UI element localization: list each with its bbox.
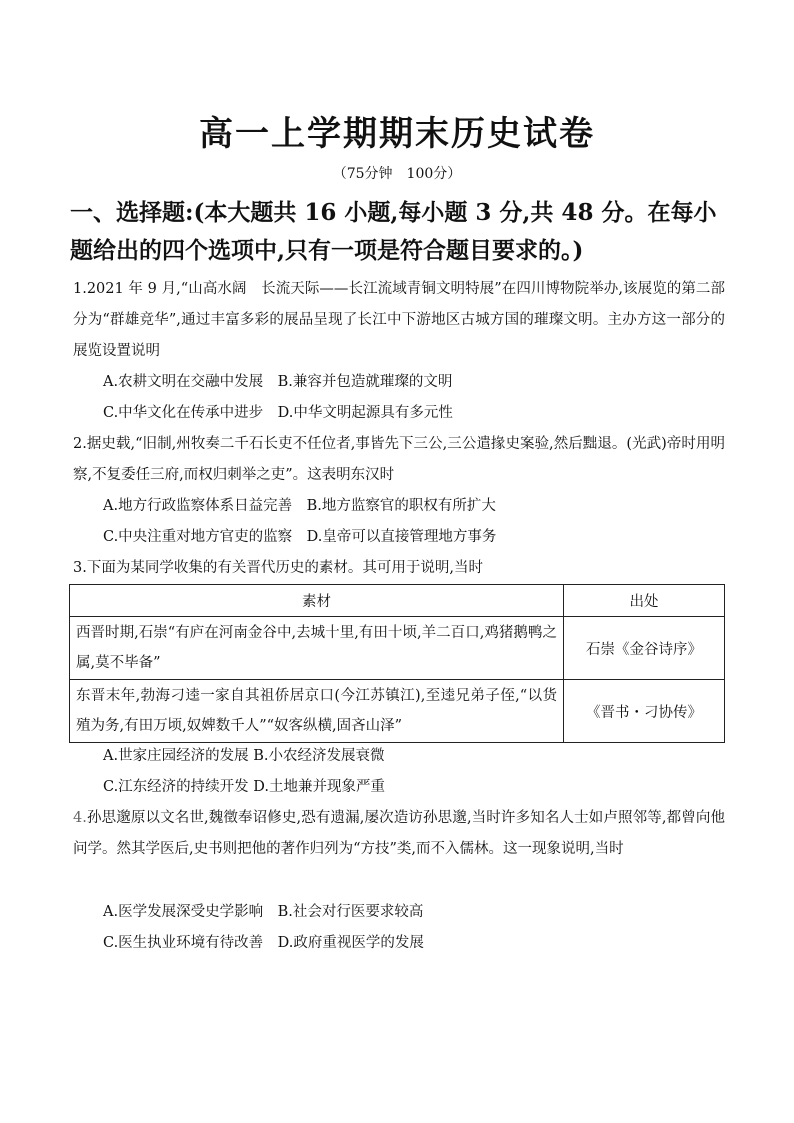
table-header-row — [70, 585, 725, 617]
table-row — [70, 680, 725, 743]
question-1-stem: 1.2021 年 9 月,“山高水阔 长流天际——长江流域青铜文明特展”在四川博物院举办,该展览的第二部分为“群雄竞华”,通过丰富多彩的展品呈现了长江中下游地区古城方国的璀璨文明。主办方这一部分的展览设置说明 — [73, 281, 725, 359]
table-cell-material: 西晋时期,石崇“有庐在河南金谷中,去城十里,有田十顷,羊二百口,鸡猪鹅鸭之属,莫不毕备” — [70, 617, 564, 680]
table-cell-material: 东晋末年,勃海刁逵一家自其祖侨居京口(今江苏镇江),至逵兄弟子侄,“以货殖为务,有田万顷,奴婢数千人”“奴客纵横,固吝山泽” — [70, 680, 564, 743]
question-3-options-ab: A.世家庄园经济的发展 B.小农经济发展衰微 — [103, 748, 385, 764]
question-1-options-ab: A.农耕文明在交融中发展 B.兼容并包造就璀璨的文明 — [103, 374, 453, 390]
question-3-stem: 3.下面为某同学收集的有关晋代历史的素材。其可用于说明,当时 — [73, 560, 483, 576]
question-2-options-ab: A.地方行政监察体系日益完善 B.地方监察官的职权有所扩大 — [103, 498, 496, 514]
question-4-stem — [73, 803, 725, 865]
table-cell-source: 石崇《金谷诗序》 — [564, 617, 725, 680]
question-1-options-cd: C.中华文化在传承中进步 D.中华文明起源具有多元性 — [103, 405, 453, 421]
exam-duration-score: （75分钟 100分） — [332, 166, 462, 182]
question-4-number: 4. — [73, 810, 87, 826]
page-title: 高一上学期期末历史试卷 — [199, 114, 595, 154]
section-heading-choice: 一、选择题:(本大题共 16 小题,每小题 3 分,共 48 分。在每小题给出的四个选项中,只有一项是符合题目要求的。) — [70, 199, 717, 264]
question-3-options-cd: C.江东经济的持续开发 D.土地兼并现象严重 — [103, 779, 386, 795]
question-4-options-ab: A.医学发展深受史学影响 B.社会对行医要求较高 — [103, 904, 424, 920]
question-4-options-cd: C.医生执业环境有待改善 D.政府重视医学的发展 — [103, 935, 424, 951]
table-header-source: 出处 — [564, 585, 725, 617]
table-cell-source: 《晋书・刁协传》 — [564, 680, 725, 743]
question-2-options-cd: C.中央注重对地方官吏的监察 D.皇帝可以直接管理地方事务 — [103, 529, 497, 545]
question-3-source-table — [69, 584, 725, 743]
table-row — [70, 617, 725, 680]
question-2-stem: 2.据史载,“旧制,州牧奏二千石长吏不任位者,事皆先下三公,三公遣掾史案验,然后黜退。(光武)帝时用明察,不复委任三府,而权归刺举之吏”。这表明东汉时 — [73, 436, 725, 483]
question-4-text: 孙思邈原以文名世,魏徵奉诏修史,恐有遗漏,屡次造访孙思邈,当时许多知名人士如卢照邻等,都曾向他问学。然其学医后,史书则把他的著作归列为“方技”类,而不入儒林。这一现象说明,当时 — [73, 810, 725, 857]
table-header-material: 素材 — [70, 585, 564, 617]
